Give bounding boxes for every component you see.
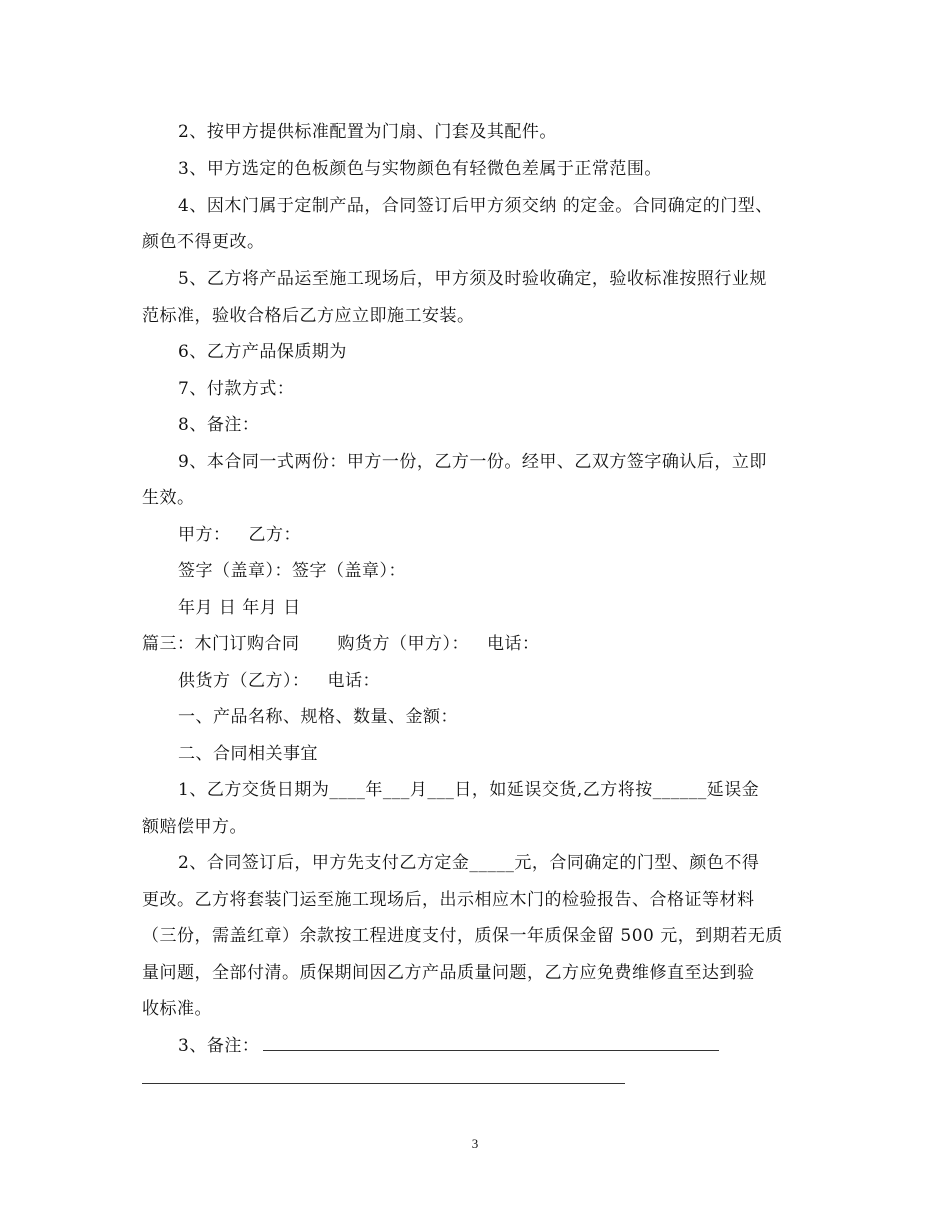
- paragraph-4-line-2: 颜色不得更改。: [142, 232, 265, 252]
- sign-a-label: 签字（盖章）：: [178, 561, 292, 581]
- signature-stamps: [178, 560, 406, 582]
- supplier-phone-label: 电话：: [327, 671, 380, 691]
- clause-1-line-2: 额赔偿甲方。: [142, 817, 247, 837]
- paragraph-6: 6、乙方产品保质期为: [178, 342, 347, 362]
- paragraph-5-line-1: 5、乙方将产品运至施工现场后，甲方须及时验收确定，验收标准按照行业规: [178, 269, 767, 289]
- party-b-label: 乙方：: [248, 525, 301, 545]
- paragraph-8: 8、备注：: [178, 415, 260, 435]
- clause-3-label: 3、备注：: [178, 1036, 260, 1056]
- section-3-title: 篇三：木门订购合同: [142, 634, 300, 654]
- clause-2-line-1: 2、合同签订后，甲方先支付乙方定金_____元，合同确定的门型、颜色不得: [178, 853, 760, 873]
- paragraph-9-line-1: 9、本合同一式两份：甲方一份，乙方一份。经甲、乙双方签字确认后，立即: [178, 452, 767, 472]
- buyer-phone-label: 电话：: [487, 634, 540, 654]
- clause-2-line-3: （三份，需盖红章）余款按工程进度支付，质保一年质保金留 500 元，到期若无质: [142, 926, 783, 946]
- clause-3-line: [178, 1035, 719, 1057]
- paragraph-9-line-2: 生效。: [142, 488, 195, 508]
- clause-2-line-2: 更改。乙方将套装门运至施工现场后，出示相应木门的检验报告、合格证等材料: [142, 890, 755, 910]
- paragraph-5-line-2: 范标准，验收合格后乙方应立即施工安装。: [142, 306, 475, 326]
- signature-date: 年月 日 年月 日: [178, 598, 301, 618]
- item-2: 二、合同相关事宜: [178, 744, 318, 764]
- remarks-underline-2: [142, 1083, 625, 1084]
- supplier-label: 供货方（乙方）：: [178, 671, 310, 691]
- page-number: 3: [471, 1136, 479, 1151]
- clause-1-line-1: 1、乙方交货日期为____年___月___日，如延误交货,乙方将按______延误金: [178, 780, 760, 800]
- paragraph-3: 3、甲方选定的色板颜色与实物颜色有轻微色差属于正常范围。: [178, 159, 662, 179]
- paragraph-4-line-1: 4、因木门属于定制产品，合同签订后甲方须交纳 的定金。合同确定的门型、: [178, 196, 773, 216]
- sign-b-label: 签字（盖章）：: [292, 561, 406, 581]
- clause-2-line-4: 量问题，全部付清。质保期间因乙方产品质量问题，乙方应免费维修直至达到验: [142, 963, 755, 983]
- paragraph-2: 2、按甲方提供标准配置为门扇、门套及其配件。: [178, 122, 557, 142]
- clause-2-line-5: 收标准。: [142, 999, 212, 1019]
- remarks-underline: [263, 1049, 719, 1051]
- paragraph-7: 7、付款方式：: [178, 379, 295, 399]
- item-1: 一、产品名称、规格、数量、金额：: [178, 707, 458, 727]
- buyer-label: 购货方（甲方）：: [337, 634, 469, 654]
- supplier-line: [178, 670, 380, 692]
- signature-parties: [178, 524, 301, 546]
- section-3-header: [142, 633, 540, 655]
- party-a-label: 甲方：: [178, 525, 231, 545]
